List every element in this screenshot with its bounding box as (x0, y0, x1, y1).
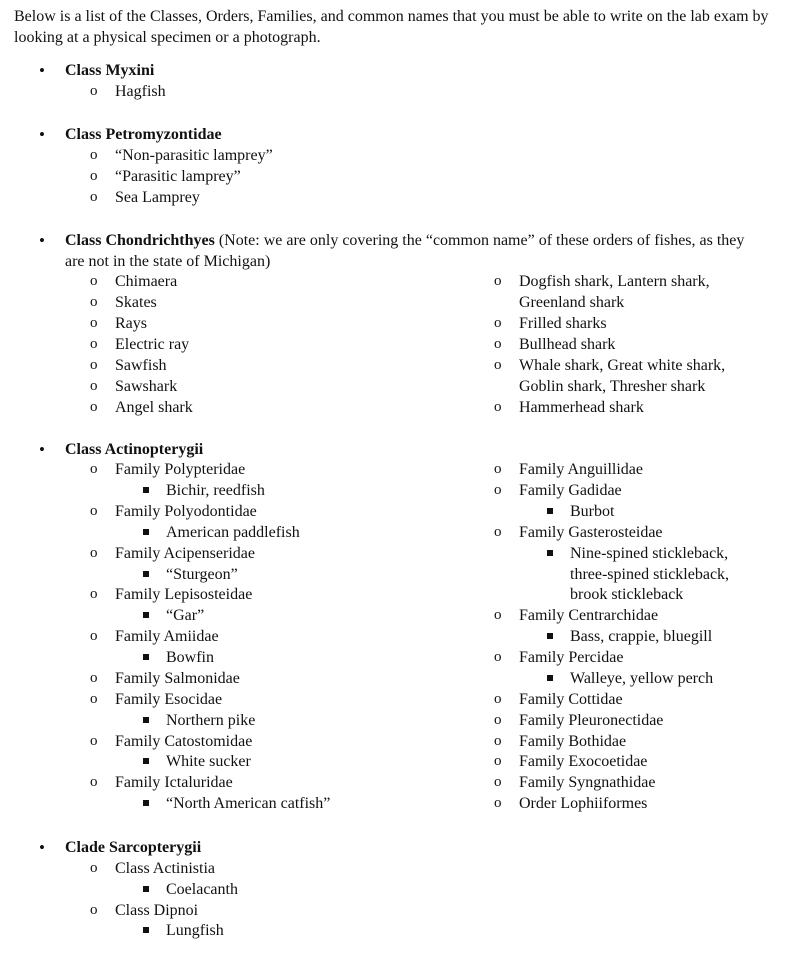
list-item: Hagfish (115, 83, 166, 100)
hollow-bullet-icon: o (494, 607, 502, 623)
hollow-bullet-icon: o (90, 545, 98, 561)
square-bullet-icon (547, 550, 553, 556)
family-item: Family Lepisosteidae (115, 586, 253, 603)
list-item: Dogfish shark, Lantern shark, (519, 273, 710, 290)
hollow-bullet-icon: o (494, 461, 502, 477)
family-item: Family Ictaluridae (115, 774, 233, 791)
hollow-bullet-icon: o (494, 357, 502, 373)
hollow-bullet-icon: o (494, 712, 502, 728)
section-title: Class Actinopterygii (65, 441, 204, 458)
list-item: Angel shark (115, 399, 193, 416)
family-item: Family Polyodontidae (115, 503, 257, 520)
species-item: Nine-spined stickleback, (570, 545, 729, 562)
square-bullet-icon (547, 675, 553, 681)
square-bullet-icon (143, 717, 149, 723)
hollow-bullet-icon: o (90, 147, 98, 163)
species-item: Bichir, reedfish (166, 482, 265, 499)
hollow-bullet-icon: o (90, 503, 98, 519)
species-item: American paddlefish (166, 524, 300, 541)
square-bullet-icon (143, 612, 149, 618)
family-item: Family Gasterosteidae (519, 524, 663, 541)
hollow-bullet-icon: o (90, 691, 98, 707)
species-item: Lungfish (166, 922, 224, 939)
square-bullet-icon (143, 529, 149, 535)
list-item: Electric ray (115, 336, 190, 353)
square-bullet-icon (143, 571, 149, 577)
section-title: Class Chondrichthyes (Note: we are only covering the “common name” of these orders of fishes, as they are not in the state of Michigan) (65, 232, 745, 270)
hollow-bullet-icon: o (494, 774, 502, 790)
family-item: Family Pleuronectidae (519, 712, 664, 729)
section-title: Clade Sarcopterygii (65, 839, 202, 856)
bullet-icon (36, 837, 48, 859)
family-item: Family Exocoetidae (519, 753, 648, 770)
hollow-bullet-icon: o (90, 586, 98, 602)
hollow-bullet-icon: o (494, 399, 502, 415)
intro-paragraph: Below is a list of the Classes, Orders, Families, and common names that you must be able to write on the lab exam by looking at a physical specimen or a photograph. (14, 8, 769, 46)
class-item: Class Actinistia (115, 860, 215, 877)
class-item: Class Dipnoi (115, 902, 199, 919)
species-item: Burbot (570, 503, 615, 520)
family-item: Family Anguillidae (519, 461, 643, 478)
hollow-bullet-icon: o (90, 336, 98, 352)
species-item-continuation: three-spined stickleback, (570, 566, 730, 583)
hollow-bullet-icon: o (494, 273, 502, 289)
hollow-bullet-icon: o (494, 315, 502, 331)
list-item: “Non-parasitic lamprey” (115, 147, 273, 164)
hollow-bullet-icon: o (494, 733, 502, 749)
list-item: Chimaera (115, 273, 178, 290)
hollow-bullet-icon: o (90, 399, 98, 415)
species-item: Coelacanth (166, 881, 238, 898)
bullet-icon (36, 439, 48, 461)
species-item: “Gar” (166, 607, 205, 624)
hollow-bullet-icon: o (90, 461, 98, 477)
hollow-bullet-icon: o (90, 628, 98, 644)
hollow-bullet-icon: o (494, 753, 502, 769)
list-item: Rays (115, 315, 147, 332)
hollow-bullet-icon: o (90, 860, 98, 876)
species-item: “North American catfish” (166, 795, 331, 812)
section-title: Class Petromyzontidae (65, 126, 222, 143)
family-item: Family Acipenseridae (115, 545, 255, 562)
family-item: Family Esocidae (115, 691, 223, 708)
hollow-bullet-icon: o (90, 902, 98, 918)
bullet-icon (36, 60, 48, 82)
family-item: Family Bothidae (519, 733, 627, 750)
list-item: Hammerhead shark (519, 399, 644, 416)
hollow-bullet-icon: o (494, 336, 502, 352)
species-item: Bass, crappie, bluegill (570, 628, 713, 645)
square-bullet-icon (143, 487, 149, 493)
bullet-icon (36, 230, 48, 252)
list-item: Bullhead shark (519, 336, 616, 353)
hollow-bullet-icon: o (494, 691, 502, 707)
list-item: Frilled sharks (519, 315, 607, 332)
list-item: Sawshark (115, 378, 178, 395)
hollow-bullet-icon: o (90, 774, 98, 790)
square-bullet-icon (143, 800, 149, 806)
section-note: (Note: we are only covering the “common name” of these orders of fishes, as they are not in the state of Michigan) (65, 232, 745, 270)
species-item-continuation: brook stickleback (570, 586, 684, 603)
family-item: Family Percidae (519, 649, 624, 666)
family-item: Family Syngnathidae (519, 774, 656, 791)
list-item: “Parasitic lamprey” (115, 168, 241, 185)
hollow-bullet-icon: o (90, 83, 98, 99)
hollow-bullet-icon: o (90, 315, 98, 331)
section-title: Class Myxini (65, 62, 155, 79)
list-item: Sea Lamprey (115, 189, 200, 206)
list-item-continuation: Goblin shark, Thresher shark (519, 378, 706, 395)
species-item: Bowfin (166, 649, 214, 666)
square-bullet-icon (143, 654, 149, 660)
square-bullet-icon (143, 927, 149, 933)
list-item-continuation: Greenland shark (519, 294, 625, 311)
family-item: Family Centrarchidae (519, 607, 659, 624)
species-item: Walleye, yellow perch (570, 670, 714, 687)
list-item: Sawfish (115, 357, 167, 374)
species-item: Northern pike (166, 712, 256, 729)
family-item: Family Catostomidae (115, 733, 253, 750)
bullet-icon (36, 124, 48, 146)
hollow-bullet-icon: o (90, 294, 98, 310)
hollow-bullet-icon: o (494, 795, 502, 811)
list-item: Whale shark, Great white shark, (519, 357, 726, 374)
species-item: “Sturgeon” (166, 566, 238, 583)
order-item: Order Lophiiformes (519, 795, 648, 812)
hollow-bullet-icon: o (90, 733, 98, 749)
hollow-bullet-icon: o (90, 189, 98, 205)
list-item: Skates (115, 294, 157, 311)
hollow-bullet-icon: o (90, 670, 98, 686)
family-item: Family Polypteridae (115, 461, 246, 478)
family-item: Family Cottidae (519, 691, 623, 708)
hollow-bullet-icon: o (90, 168, 98, 184)
hollow-bullet-icon: o (494, 524, 502, 540)
square-bullet-icon (143, 758, 149, 764)
family-item: Family Gadidae (519, 482, 622, 499)
square-bullet-icon (547, 633, 553, 639)
hollow-bullet-icon: o (494, 482, 502, 498)
family-item: Family Salmonidae (115, 670, 240, 687)
square-bullet-icon (143, 886, 149, 892)
hollow-bullet-icon: o (90, 357, 98, 373)
square-bullet-icon (547, 508, 553, 514)
family-item: Family Amiidae (115, 628, 219, 645)
species-item: White sucker (166, 753, 251, 770)
hollow-bullet-icon: o (90, 378, 98, 394)
hollow-bullet-icon: o (90, 273, 98, 289)
hollow-bullet-icon: o (494, 649, 502, 665)
